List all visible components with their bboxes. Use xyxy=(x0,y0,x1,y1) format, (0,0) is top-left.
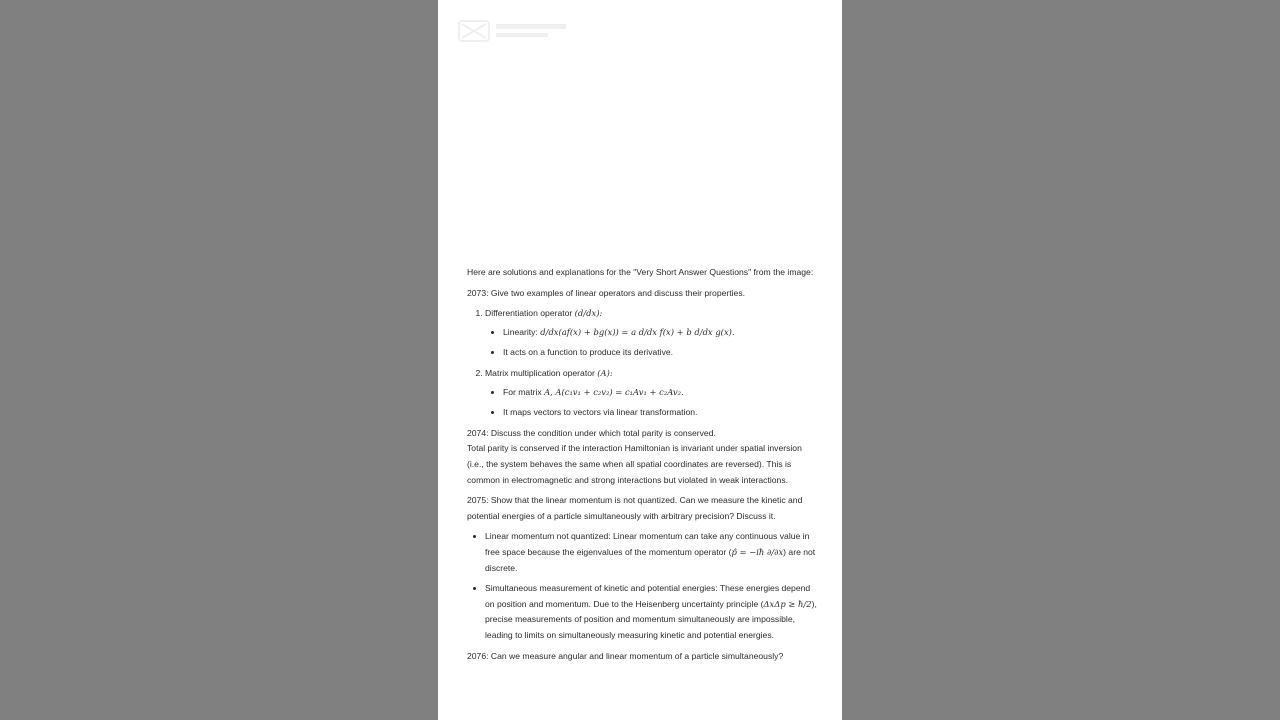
list-item xyxy=(485,529,819,576)
answer-2075-bullets xyxy=(467,529,819,643)
answer-content xyxy=(467,265,819,670)
operator-symbol: (A): xyxy=(597,367,613,378)
bullet-text: Linear momentum not quantized: Linear momentum can take any continuous value in free space because the eigenvalues of the momentum operator ( xyxy=(485,531,810,557)
answer-2074: Total parity is conserved if the interaction Hamiltonian is invariant under spatial inversion (i.e., the system behaves the same when all spatial coordinates are reversed). This is common in electromagnetic and strong interactions but violated in weak interactions. xyxy=(467,443,802,485)
intro-text: Here are solutions and explanations for the "Very Short Answer Questions" from the image: xyxy=(467,267,814,277)
bullet-text: Simultaneous measurement of kinetic and potential energies: These energies depend on position and momentum. Due to the Heisenberg uncertainty principle ( xyxy=(485,583,811,609)
list-item xyxy=(485,581,819,643)
list-item xyxy=(503,385,819,401)
bullet-text: ) are not discrete. xyxy=(485,546,816,573)
operator-symbol: (d/dx): xyxy=(574,308,603,319)
linearity-formula: d/dx(af(x) + bg(x)) = a d/dx f(x) + b d/dx g(x). xyxy=(540,326,735,337)
list-item: • It maps vectors to vectors via linear transformation. xyxy=(503,405,819,421)
question-2076: 2076: Can we measure angular and linear momentum of a particle simultaneously? xyxy=(467,651,784,662)
bullet-text: ), precise measurements of position and momentum simultaneously are impossible, leading to limits on simultaneously measuring kinetic and potential energies. xyxy=(485,598,817,640)
operator-list xyxy=(467,306,819,421)
operator-bullets xyxy=(485,325,819,361)
bullet-label: Linearity: xyxy=(503,326,538,337)
uncertainty-formula: ΔxΔp ≥ ħ/2 xyxy=(763,598,812,609)
matrix-formula: A, A(c₁v₁ + c₂v₂) = c₁Av₁ + c₂Av₂. xyxy=(544,386,684,397)
operator-title: Matrix multiplication operator xyxy=(485,367,595,378)
question-2073: 2073: Give two examples of linear operators and discuss their properties. xyxy=(467,287,746,298)
content-panel xyxy=(438,0,842,720)
question-2075: 2075: Show that the linear momentum is not quantized. Can we measure the kinetic and potential energies of a particle simultaneously with arbitrary precision? Discuss it. xyxy=(467,495,803,521)
list-item: • It acts on a function to produce its derivative. xyxy=(503,345,819,361)
list-item xyxy=(485,306,819,361)
bullet-label: For matrix xyxy=(503,386,542,397)
momentum-operator-formula: p̂ = −iħ ∂/∂x xyxy=(731,546,784,557)
operator-title: Differentiation operator xyxy=(485,308,573,319)
operator-bullets xyxy=(485,385,819,421)
list-item xyxy=(485,366,819,421)
question-2074: 2074: Discuss the condition under which total parity is conserved. xyxy=(467,427,716,438)
list-item xyxy=(503,325,819,341)
watermark-logo xyxy=(458,18,568,44)
